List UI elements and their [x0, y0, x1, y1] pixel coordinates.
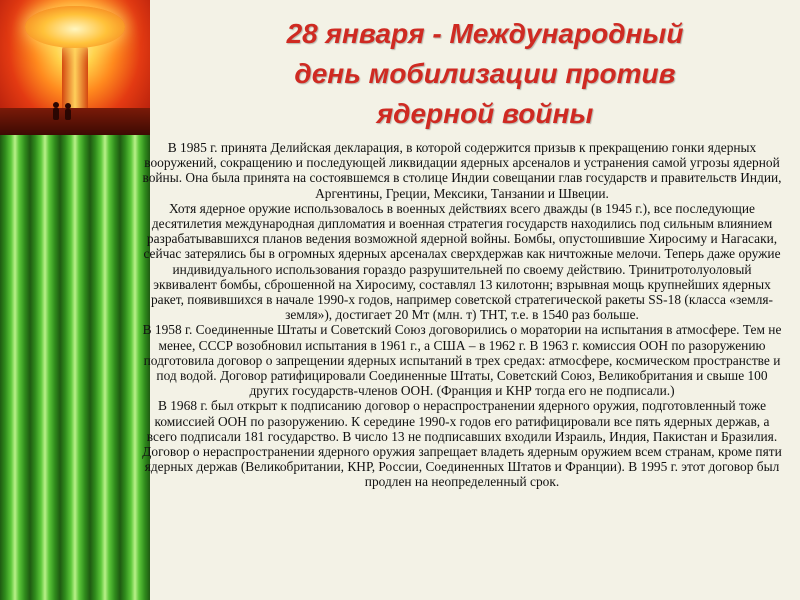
title-line-3: ядерной войны	[376, 98, 594, 129]
green-stripes-decoration	[0, 135, 150, 600]
title-line-1: 28 января - Международный	[286, 18, 684, 49]
mushroom-cloud-icon	[25, 6, 125, 48]
title-line-2: день мобилизации против	[294, 58, 676, 89]
body-text	[142, 140, 782, 490]
paragraph-3: В 1958 г. Соединенные Штаты и Советский Союз договорились о моратории на испытания в атмосфере. Тем не менее, СССР возобновил испытания в 1961 г., а США – в 1962 г. В 1963 г. комиссия ООН по разоружению подготовила договор о запрещении ядерных испытаний в трех средах: атмосфере, космическом пространстве и под водой. Договор ратифицировали Соединенные Штаты, Советский Союз, Великобритания и свыше 100 других государств-членов ООН. (Франция и КНР тогда его не подписали.)	[142, 322, 782, 399]
people-silhouette-icon	[48, 100, 78, 126]
paragraph-4: В 1968 г. был открыт к подписанию договор о нераспространении ядерного оружия, подготовленный тоже комиссией ООН по разоружению. К середине 1990-х годов его ратифицировали все пять ядерных держав, а всего подписали 181 государство. В число 13 не подписавших входили Израиль, Индия, Пакистан и Бразилия. Договор о нераспространении ядерного оружия запрещает владеть ядерным оружием всем странам, кроме пяти ядерных держав (Великобритании, КНР, России, Соединенных Штатов и Франции). В 1995 г. этот договор был продлен на неопределенный срок.	[142, 398, 782, 490]
explosion-image	[0, 0, 150, 135]
slide-title	[185, 14, 785, 134]
left-decoration	[0, 0, 150, 600]
paragraph-1: В 1985 г. принята Делийская декларация, в которой содержится призыв к прекращению гонки ядерных вооружений, сокращению и последующей ликвидации ядерных арсеналов и устранения самой угрозы ядерной войны. Она была принята на состоявшемся в столице Индии совещании глав государств и правительств Индии, Аргентины, Греции, Мексики, Танзании и Швеции.	[142, 140, 782, 201]
paragraph-2: Хотя ядерное оружие использовалось в военных действиях всего дважды (в 1945 г.), все последующие десятилетия международная дипломатия и военная стратегия государств находились под сильным влиянием разрабатывавшихся планов ведения возможной ядерной войны. Бомбы, опустошившие Хиросиму и Нагасаки, сейчас затерялись бы в огромных ядерных арсеналах сверхдержав как ничтожные мелочи. Теперь даже оружие индивидуального использования гораздо разрушительней по своему действию. Тринитротолуоловый эквивалент бомбы, сброшенной на Хиросиму, составлял 13 килотонн; взрывная мощь крупнейших ядерных ракет, появившихся в начале 1990-х годов, например советской стратегической ракеты SS-18 (класса «земля-земля»), достигает 20 Мт (млн. т) ТНТ, т.е. в 1540 раз больше.	[143, 200, 781, 323]
